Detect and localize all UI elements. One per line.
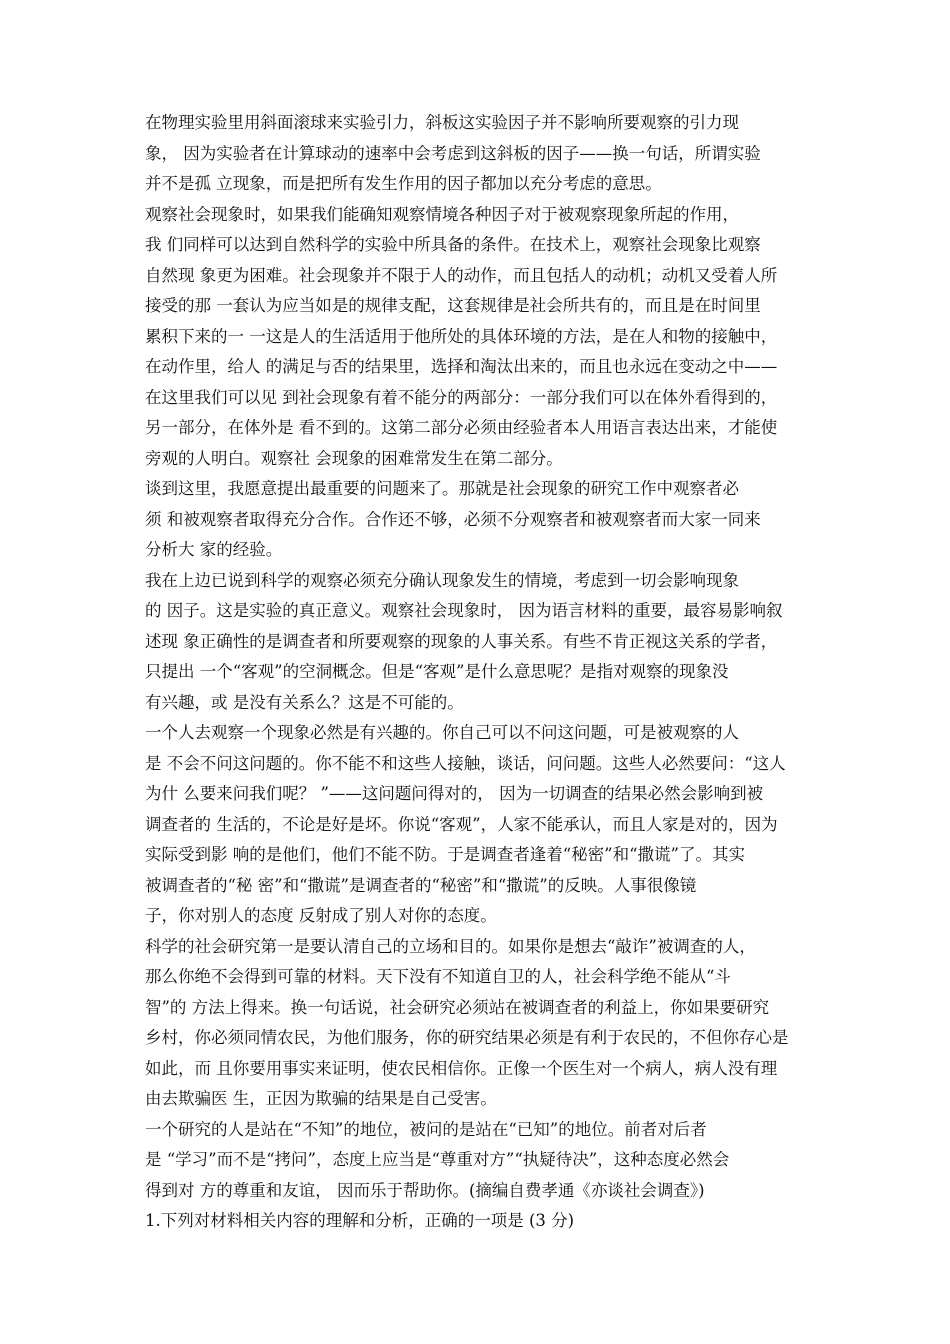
text-line: 谈到这里，我愿意提出最重要的问题来了。那就是社会现象的研究工作中观察者必: [145, 479, 739, 498]
text-line: 得到对 方的尊重和友谊， 因而乐于帮助你。(摘编自费孝通《亦谈社会调查》): [145, 1180, 705, 1200]
text-line: 旁观的人明白。观察社 会现象的困难常发生在第二部分。: [145, 448, 563, 468]
text-line: 科学的社会研究第一是要认清自己的立场和目的。如果你是想去“敲诈”被调查的人，: [145, 936, 756, 956]
paragraph-5: [145, 718, 810, 932]
text-line: 在物理实验里用斜面滚球来实验引力，斜板这实验因子并不影响所要观察的引力现: [145, 113, 739, 132]
text-line: 象， 因为实验者在计算球动的速率中会考虑到这斜板的因子——换一句话，所谓实验: [145, 143, 761, 163]
text-line: 我 们同样可以达到自然科学的实验中所具备的条件。在技术上，观察社会现象比观察: [145, 235, 761, 254]
text-line: 子，你对别人的态度 反射成了别人对你的态度。: [145, 906, 497, 925]
question-1: [145, 1206, 810, 1237]
paragraph-3: [145, 474, 810, 566]
text-line: 观察社会现象时，如果我们能确知观察情境各种因子对于被观察现象所起的作用，: [145, 204, 739, 224]
text-line: 为什 么要来问我们呢？ ”——这问题问得对的， 因为一切调查的结果必然会影响到被: [145, 784, 764, 803]
article-body: [145, 108, 810, 1237]
text-line: 那么你绝不会得到可靠的材料。天下没有不知道自卫的人，社会科学绝不能从“斗: [145, 967, 731, 986]
text-line: 须 和被观察者取得充分合作。合作还不够，必须不分观察者和被观察者而大家一同来: [145, 509, 761, 529]
text-line: 如此，而 且你要用事实来证明，使农民相信你。正像一个医生对一个病人，病人没有理: [145, 1058, 778, 1078]
paragraph-4: [145, 566, 810, 719]
text-line: 一个人去观察一个现象必然是有兴趣的。你自己可以不问这问题，可是被观察的人: [145, 723, 739, 742]
text-line: 另一部分，在体外是 看不到的。这第二部分必须由经验者本人用语言表达出来，才能使: [145, 418, 778, 437]
text-line: 自然现 象更为困难。社会现象并不限于人的动作，而且包括人的动机；动机又受着人所: [145, 265, 778, 285]
paragraph-6: [145, 932, 810, 1115]
text-line: 是 不会不问这问题的。你不能不和这些人接触，谈话，问问题。这些人必然要问：“这人: [145, 753, 786, 773]
text-line: 并不是孤 立现象，而是把所有发生作用的因子都加以充分考虑的意思。: [145, 174, 662, 193]
text-line: 由去欺骗医 生，正因为欺骗的结果是自己受害。: [145, 1089, 497, 1108]
text-line: 述现 象正确性的是调查者和所要观察的现象的人事关系。有些不肯正视这关系的学者，: [145, 631, 778, 651]
text-line: 调查者的 生活的，不论是好是坏。你说“客观”，人家不能承认，而且人家是对的，因为: [145, 814, 778, 834]
text-line: 一个研究的人是站在“不知”的地位，被问的是站在“已知”的地位。前者对后者: [145, 1119, 707, 1139]
text-line: 实际受到影 响的是他们，他们不能不防。于是调查者逢着“秘密”和“撒谎”了。其实: [145, 845, 745, 864]
text-line: 累积下来的一 一这是人的生活适用于他所处的具体环境的方法，是在人和物的接触中，: [145, 326, 778, 346]
text-line: 分析大 家的经验。: [145, 540, 283, 559]
paragraph-2: [145, 200, 810, 475]
text-line: 被调查者的“秘 密”和“撒谎”是调查者的“秘密”和“撒谎”的反映。人事很像镜: [145, 875, 697, 895]
text-line: 在这里我们可以见 到社会现象有着不能分的两部分：一部分我们可以在体外看得到的，: [145, 387, 778, 407]
text-line: 的 因子。这是实验的真正意义。观察社会现象时， 因为语言材料的重要，最容易影响叙: [145, 601, 783, 620]
paragraph-7: [145, 1115, 810, 1207]
text-line: 有兴趣，或 是没有关系么？这是不可能的。: [145, 692, 464, 712]
paragraph-1: [145, 108, 810, 200]
text-line: 只提出 一个“客观”的空洞概念。但是“客观”是什么意思呢？是指对观察的现象没: [145, 662, 729, 681]
text-line: 乡村，你必须同情农民，为他们服务，你的研究结果必须是有利于农民的，不但你存心是: [145, 1028, 789, 1047]
text-line: 在动作里，给人 的满足与否的结果里，选择和淘汰出来的，而且也永远在变动之中——: [145, 357, 778, 376]
text-line: 是 “学习”而不是“拷问”，态度上应当是“尊重对方”“执疑待决”，这种态度必然会: [145, 1150, 730, 1169]
text-line: 接受的那 一套认为应当如是的规律支配，这套规律是社会所共有的，而且是在时间里: [145, 296, 761, 315]
text-line: 智”的 方法上得来。换一句话说，社会研究必须站在被调查者的利益上，你如果要研究: [145, 997, 770, 1017]
text-line: 我在上边已说到科学的观察必须充分确认现象发生的情境，考虑到一切会影响现象: [145, 570, 739, 590]
question-stem: 1.下列对材料相关内容的理解和分析，正确的一项是 (3 分): [145, 1211, 575, 1230]
